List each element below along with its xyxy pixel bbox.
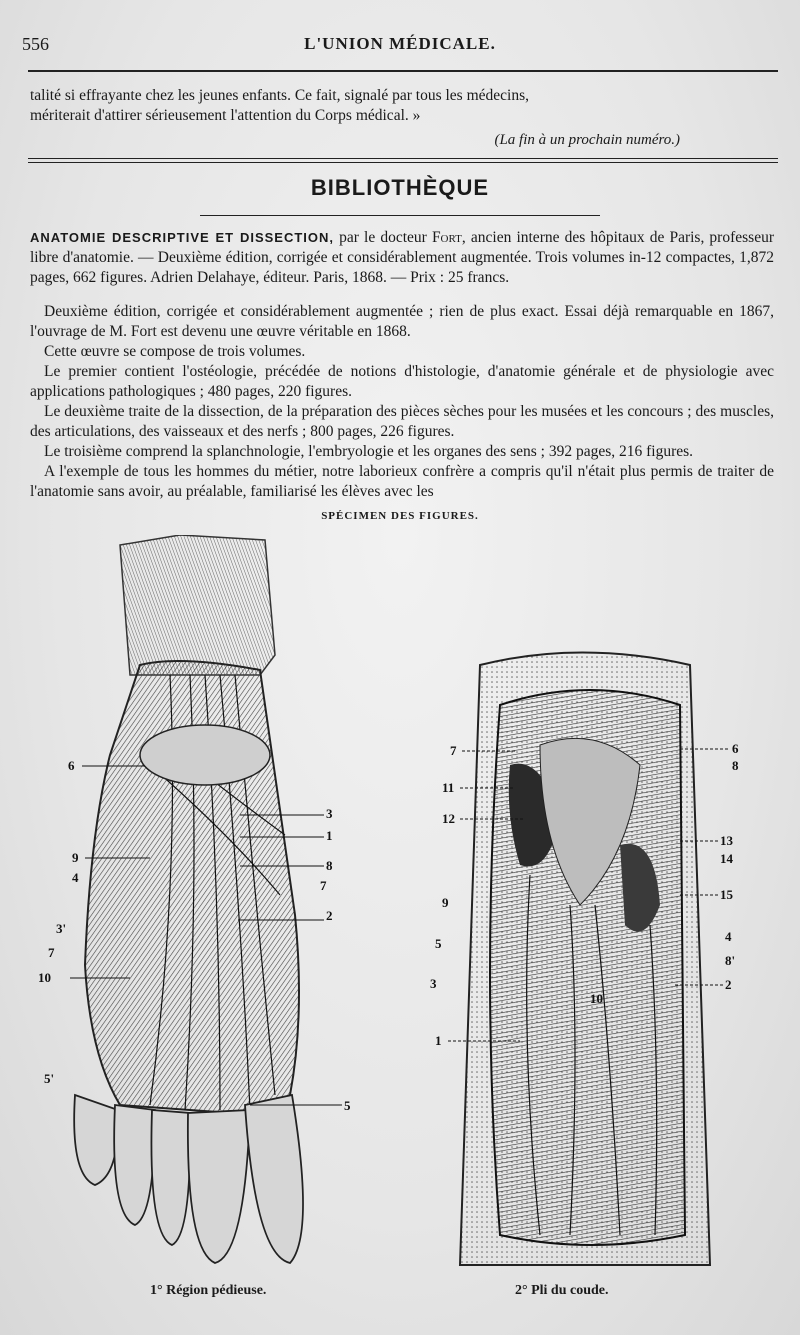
figure-label: 4 xyxy=(725,929,732,944)
figure-label: 10 xyxy=(590,991,603,1006)
continued-text xyxy=(30,86,774,126)
figure-label: 3 xyxy=(430,976,437,991)
foot-engraving xyxy=(30,535,380,1280)
figure-label: 1 xyxy=(435,1033,442,1048)
paragraph: Le premier contient l'ostéologie, précédée de notions d'histologie, d'anatomie générale et de physiologie avec applications pathologiques ; 480 pages, 220 figures. xyxy=(30,363,774,400)
paragraph: Deuxième édition, corrigée et considérablement augmentée ; rien de plus exact. Essai déjà remarquable en 1867, l'ouvrage de M. Fort est devenu une œuvre véritable en 1868. xyxy=(30,303,774,340)
figure-label: 6 xyxy=(68,758,75,773)
text-line: mériterait d'attirer sérieusement l'attention du Corps médical. » xyxy=(30,107,421,124)
continuation-note: (La fin à un prochain numéro.) xyxy=(494,132,680,148)
figure-label: 8' xyxy=(725,953,736,968)
section-rule-top xyxy=(28,158,778,159)
figure-label: 11 xyxy=(442,780,455,795)
figure-caption-right: 2° Pli du coude. xyxy=(515,1283,609,1298)
figure-label: 7 xyxy=(450,743,457,758)
figure-label: 5 xyxy=(344,1098,351,1113)
review-body xyxy=(30,228,774,502)
section-title: BIBLIOTHÈQUE xyxy=(310,175,490,200)
review-details: , ancien interne des hôpitaux de Paris, professeur libre d'anatomie. — Deuxième édition, corrigée et considérablement augmentée. Trois volumes in-12 compactes, 1,872 pages, 662 figures. Adrien Delahaye, éditeur. Paris, 1868. — Prix : 25 francs. xyxy=(30,229,774,286)
figure-label: 5' xyxy=(44,1071,55,1086)
figure-label: 9 xyxy=(442,895,449,910)
figure-label: 13 xyxy=(720,833,733,848)
elbow-engraving xyxy=(420,645,770,1285)
figure-caption-left: 1° Région pédieuse. xyxy=(150,1283,267,1298)
figure-label: 6 xyxy=(732,741,739,756)
section-rule-bottom xyxy=(28,162,778,163)
figure-label: 8 xyxy=(732,758,739,773)
paragraph: Cette œuvre se compose de trois volumes. xyxy=(44,343,306,360)
figure-label: 7 xyxy=(48,945,55,960)
paragraph: A l'exemple de tous les hommes du métier, notre laborieux confrère a compris qu'il n'était plus permis de traiter de l'anatomie sans avoir, au préalable, familiarisé les élèves avec les xyxy=(30,463,774,500)
figure-label: 7 xyxy=(320,878,327,893)
header-rule xyxy=(28,70,778,72)
review-citation xyxy=(30,228,774,288)
figure-label: 4 xyxy=(72,870,79,885)
text-line: talité si effrayante chez les jeunes enfants. Ce fait, signalé par tous les médecins, xyxy=(30,87,529,104)
figure-label: 5 xyxy=(435,936,442,951)
figure-label: 2 xyxy=(725,977,732,992)
figure-label: 14 xyxy=(720,851,733,866)
paragraph: Le deuxième traite de la dissection, de la préparation des pièces sèches pour les musées et les concours ; des muscles, des articulations, des vaisseaux et des nerfs ; 800 pages, 226 figures. xyxy=(30,403,774,440)
figure-label: 2 xyxy=(326,908,333,923)
paragraph: Le troisième comprend la splanchnologie, l'embryologie et les organes des sens ; 392 pages, 216 figures. xyxy=(44,443,694,460)
running-head xyxy=(22,34,778,58)
figure-label: 12 xyxy=(442,811,455,826)
figure-label: 10 xyxy=(38,970,51,985)
figure-label: 15 xyxy=(720,887,733,902)
journal-title: L'UNION MÉDICALE. xyxy=(304,34,496,53)
figure-label: 9 xyxy=(72,850,79,865)
review-lead: ANATOMIE DESCRIPTIVE ET DISSECTION, xyxy=(30,230,335,245)
review-author: Fort xyxy=(431,229,462,246)
figure-label: 1 xyxy=(326,828,333,843)
figure-label: 3 xyxy=(326,806,333,821)
title-underline xyxy=(200,215,600,216)
figure-label: 8 xyxy=(326,858,333,873)
review-author-pre: par le docteur xyxy=(334,229,432,246)
page-number: 556 xyxy=(22,34,49,54)
specimen-heading: SPÉCIMEN DES FIGURES. xyxy=(321,510,479,522)
figure-label: 3' xyxy=(56,921,67,936)
